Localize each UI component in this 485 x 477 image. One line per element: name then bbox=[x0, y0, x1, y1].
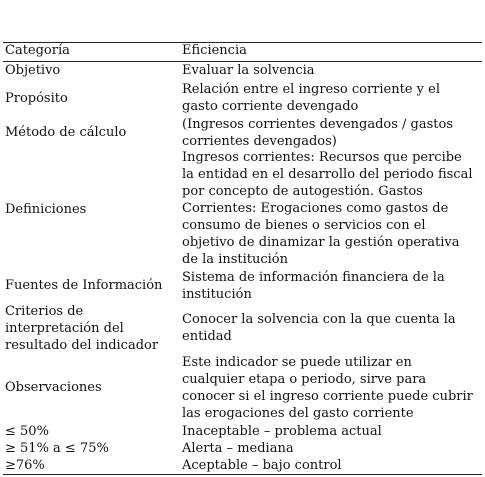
row-metodo-label: Método de cálculo bbox=[5, 125, 127, 140]
row-observaciones-label: Observaciones bbox=[5, 380, 102, 395]
text-line: Este indicador se puede utilizar en bbox=[182, 355, 412, 370]
row-fuentes-value bbox=[182, 269, 445, 303]
text-line: de la institución bbox=[182, 252, 289, 267]
text-line: Ingresos corrientes: Recursos que percibe bbox=[182, 150, 462, 165]
text-line: objetivo de dinamizar la gestión operativa bbox=[182, 235, 460, 250]
row-fuentes-label: Fuentes de Información bbox=[5, 278, 163, 293]
row-metodo-value bbox=[182, 116, 453, 150]
header-category: Categoría bbox=[5, 43, 70, 58]
row-definiciones-label: Definiciones bbox=[5, 202, 87, 217]
row-proposito-value bbox=[182, 81, 440, 115]
row-threshold-high-value: Aceptable – bajo control bbox=[182, 458, 342, 473]
text-line: corrientes devengados) bbox=[182, 134, 337, 149]
text-line: resultado del indicador bbox=[5, 338, 159, 353]
text-line: cualquier etapa o periodo, sirve para bbox=[182, 372, 427, 387]
text-line: consumo de bienes o servicios con el bbox=[182, 218, 426, 233]
text-line: Corrientes: Erogaciones como gastos de bbox=[182, 201, 449, 216]
text-line: (Ingresos corrientes devengados / gastos bbox=[182, 117, 454, 132]
row-threshold-mid-value: Alerta – mediana bbox=[182, 441, 294, 456]
row-definiciones-value bbox=[182, 149, 473, 268]
text-line: institución bbox=[182, 287, 252, 302]
text-line: Criterios de bbox=[5, 304, 84, 319]
row-observaciones-value bbox=[182, 354, 473, 422]
text-line: Sistema de información financiera de la bbox=[182, 270, 445, 285]
row-objetivo-value: Evaluar la solvencia bbox=[182, 63, 315, 78]
text-line: conocer si el ingreso corriente puede cubrir bbox=[182, 389, 473, 404]
row-criterios-value bbox=[182, 311, 456, 345]
text-line: las erogaciones del gasto corriente bbox=[182, 406, 414, 421]
row-threshold-low-value: Inaceptable – problema actual bbox=[182, 424, 382, 439]
row-threshold-mid-label: ≥ 51% a ≤ 75% bbox=[5, 441, 109, 456]
table-bottom-rule bbox=[3, 474, 482, 475]
text-line: por concepto de autogestión. Gastos bbox=[182, 184, 423, 199]
header-eficiencia: Eficiencia bbox=[182, 43, 247, 58]
text-line: entidad bbox=[182, 329, 232, 344]
row-threshold-high-label: ≥76% bbox=[5, 458, 45, 473]
text-line: Relación entre el ingreso corriente y el bbox=[182, 82, 441, 97]
row-threshold-low-label: ≤ 50% bbox=[5, 424, 49, 439]
text-line: Conocer la solvencia con la que cuenta la bbox=[182, 312, 456, 327]
text-line: la entidad en el desarrollo del periodo fiscal bbox=[182, 167, 473, 182]
indicator-table bbox=[3, 0, 482, 477]
text-line: gasto corriente devengado bbox=[182, 99, 359, 114]
text-line: interpretación del bbox=[5, 321, 124, 336]
row-proposito-label: Propósito bbox=[5, 91, 68, 106]
row-objetivo-label: Objetivo bbox=[5, 63, 61, 78]
row-criterios-label bbox=[5, 303, 158, 354]
